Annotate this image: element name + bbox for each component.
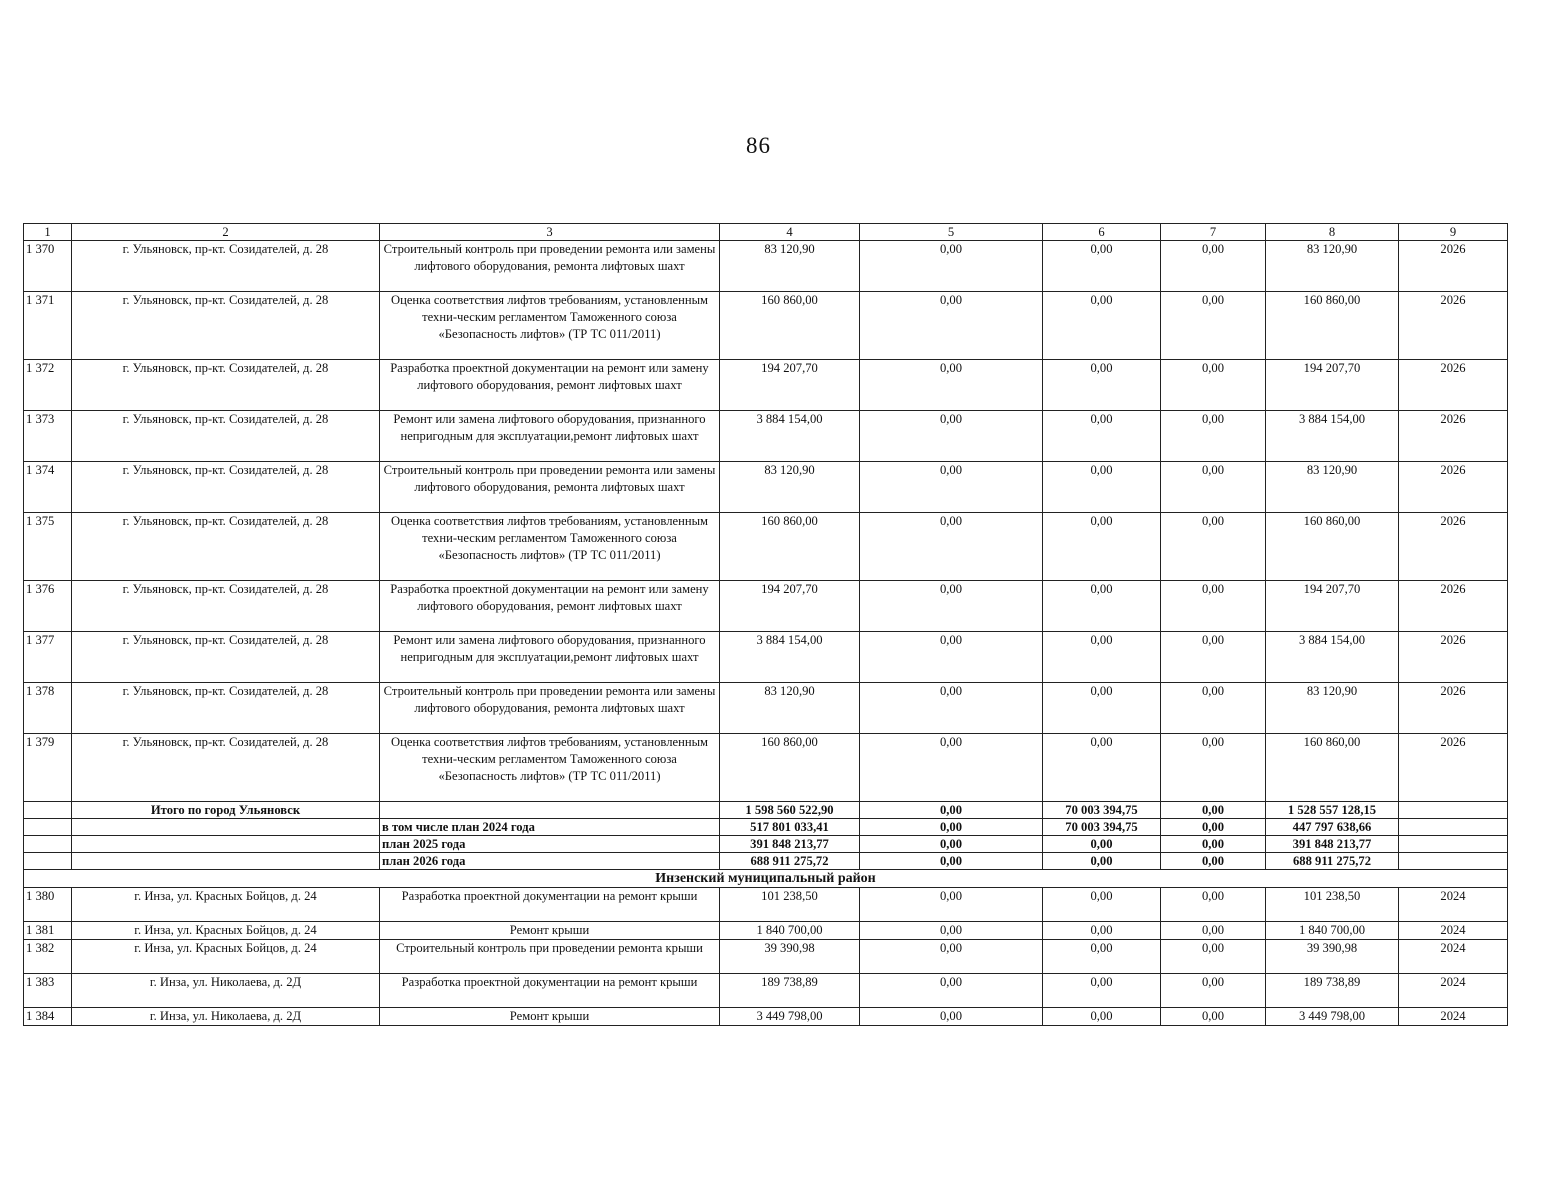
- empty-cell: [24, 836, 72, 853]
- value-col-5: 0,00: [860, 360, 1043, 411]
- value-col-5: 0,00: [860, 1007, 1043, 1025]
- value-col-7: 0,00: [1161, 939, 1266, 973]
- value-col-5: 0,00: [860, 513, 1043, 581]
- address-cell: г. Ульяновск, пр-кт. Созидателей, д. 28: [72, 581, 380, 632]
- address-cell: г. Ульяновск, пр-кт. Созидателей, д. 28: [72, 241, 380, 292]
- table-row: [24, 581, 1508, 632]
- total-col-4: 688 911 275,72: [720, 853, 860, 870]
- value-col-6: 0,00: [1043, 581, 1161, 632]
- value-col-5: 0,00: [860, 632, 1043, 683]
- value-col-5: 0,00: [860, 411, 1043, 462]
- total-col-7: 0,00: [1161, 802, 1266, 819]
- value-col-8: 101 238,50: [1266, 888, 1399, 922]
- total-row: [24, 836, 1508, 853]
- address-cell: г. Ульяновск, пр-кт. Созидателей, д. 28: [72, 632, 380, 683]
- row-number: 1 384: [24, 1007, 72, 1025]
- row-number: 1 370: [24, 241, 72, 292]
- table-row: [24, 462, 1508, 513]
- value-col-5: 0,00: [860, 973, 1043, 1007]
- value-col-4: 160 860,00: [720, 292, 860, 360]
- value-col-7: 0,00: [1161, 581, 1266, 632]
- address-cell: г. Ульяновск, пр-кт. Созидателей, д. 28: [72, 513, 380, 581]
- work-type-cell: Строительный контроль при проведении ремонта крыши: [380, 939, 720, 973]
- value-col-7: 0,00: [1161, 411, 1266, 462]
- value-col-7: 0,00: [1161, 922, 1266, 940]
- work-type-cell: Разработка проектной документации на ремонт или замену лифтового оборудования, ремонт лифтовых шахт: [380, 581, 720, 632]
- value-col-5: 0,00: [860, 292, 1043, 360]
- empty-cell: [1399, 802, 1508, 819]
- row-number: 1 376: [24, 581, 72, 632]
- value-col-6: 0,00: [1043, 411, 1161, 462]
- total-col-5: 0,00: [860, 802, 1043, 819]
- table-row: [24, 683, 1508, 734]
- table-row: [24, 292, 1508, 360]
- total-col-4: 391 848 213,77: [720, 836, 860, 853]
- total-col-6: 0,00: [1043, 853, 1161, 870]
- address-cell: г. Инза, ул. Красных Бойцов, д. 24: [72, 922, 380, 940]
- column-header-9: 9: [1399, 224, 1508, 241]
- address-cell: г. Ульяновск, пр-кт. Созидателей, д. 28: [72, 462, 380, 513]
- total-row: [24, 853, 1508, 870]
- year-cell: 2026: [1399, 462, 1508, 513]
- work-type-cell: Строительный контроль при проведении ремонта или замены лифтового оборудования, ремонта лифтовых шахт: [380, 683, 720, 734]
- total-col-8: 447 797 638,66: [1266, 819, 1399, 836]
- address-cell: г. Ульяновск, пр-кт. Созидателей, д. 28: [72, 734, 380, 802]
- value-col-8: 3 884 154,00: [1266, 632, 1399, 683]
- plan-label: план 2026 года: [380, 853, 720, 870]
- value-col-8: 83 120,90: [1266, 683, 1399, 734]
- address-cell: г. Инза, ул. Николаева, д. 2Д: [72, 1007, 380, 1025]
- value-col-4: 189 738,89: [720, 973, 860, 1007]
- row-number: 1 383: [24, 973, 72, 1007]
- table-row: [24, 632, 1508, 683]
- total-col-7: 0,00: [1161, 819, 1266, 836]
- value-col-8: 189 738,89: [1266, 973, 1399, 1007]
- value-col-6: 0,00: [1043, 683, 1161, 734]
- address-cell: г. Инза, ул. Николаева, д. 2Д: [72, 973, 380, 1007]
- value-col-7: 0,00: [1161, 513, 1266, 581]
- value-col-6: 0,00: [1043, 241, 1161, 292]
- value-col-6: 0,00: [1043, 292, 1161, 360]
- column-header-7: 7: [1161, 224, 1266, 241]
- row-number: 1 381: [24, 922, 72, 940]
- plan-label: в том числе план 2024 года: [380, 819, 720, 836]
- row-number: 1 371: [24, 292, 72, 360]
- year-cell: 2026: [1399, 241, 1508, 292]
- table-row: [24, 1007, 1508, 1025]
- value-col-6: 0,00: [1043, 888, 1161, 922]
- column-header-5: 5: [860, 224, 1043, 241]
- value-col-6: 0,00: [1043, 973, 1161, 1007]
- header-row: [24, 224, 1508, 241]
- address-cell: г. Инза, ул. Красных Бойцов, д. 24: [72, 939, 380, 973]
- value-col-6: 0,00: [1043, 1007, 1161, 1025]
- empty-cell: [24, 853, 72, 870]
- value-col-4: 39 390,98: [720, 939, 860, 973]
- total-col-4: 517 801 033,41: [720, 819, 860, 836]
- value-col-6: 0,00: [1043, 734, 1161, 802]
- register-table: [23, 223, 1508, 1026]
- total-col-8: 1 528 557 128,15: [1266, 802, 1399, 819]
- value-col-8: 160 860,00: [1266, 734, 1399, 802]
- value-col-8: 160 860,00: [1266, 513, 1399, 581]
- total-label: Итого по город Ульяновск: [72, 802, 380, 819]
- value-col-8: 83 120,90: [1266, 241, 1399, 292]
- row-number: 1 372: [24, 360, 72, 411]
- work-type-cell: Ремонт или замена лифтового оборудования, признанного непригодным для эксплуатации,ремонт лифтовых шахт: [380, 411, 720, 462]
- column-header-6: 6: [1043, 224, 1161, 241]
- page-number: 86: [746, 133, 771, 158]
- year-cell: 2026: [1399, 683, 1508, 734]
- address-cell: г. Ульяновск, пр-кт. Созидателей, д. 28: [72, 360, 380, 411]
- value-col-5: 0,00: [860, 922, 1043, 940]
- total-col-5: 0,00: [860, 819, 1043, 836]
- total-col-7: 0,00: [1161, 853, 1266, 870]
- year-cell: 2024: [1399, 888, 1508, 922]
- value-col-4: 3 884 154,00: [720, 632, 860, 683]
- table-row: [24, 973, 1508, 1007]
- row-number: 1 382: [24, 939, 72, 973]
- row-number: 1 380: [24, 888, 72, 922]
- value-col-6: 0,00: [1043, 632, 1161, 683]
- value-col-7: 0,00: [1161, 462, 1266, 513]
- value-col-4: 83 120,90: [720, 683, 860, 734]
- value-col-5: 0,00: [860, 683, 1043, 734]
- value-col-6: 0,00: [1043, 462, 1161, 513]
- work-type-cell: Разработка проектной документации на ремонт крыши: [380, 973, 720, 1007]
- work-type-cell: Ремонт крыши: [380, 1007, 720, 1025]
- empty-cell: [24, 819, 72, 836]
- table-row: [24, 241, 1508, 292]
- total-col-8: 391 848 213,77: [1266, 836, 1399, 853]
- value-col-7: 0,00: [1161, 632, 1266, 683]
- year-cell: 2026: [1399, 360, 1508, 411]
- plan-label: [380, 802, 720, 819]
- value-col-8: 3 884 154,00: [1266, 411, 1399, 462]
- value-col-8: 194 207,70: [1266, 360, 1399, 411]
- year-cell: 2024: [1399, 1007, 1508, 1025]
- year-cell: 2026: [1399, 734, 1508, 802]
- empty-cell: [1399, 853, 1508, 870]
- row-number: 1 377: [24, 632, 72, 683]
- value-col-6: 0,00: [1043, 939, 1161, 973]
- value-col-7: 0,00: [1161, 888, 1266, 922]
- value-col-7: 0,00: [1161, 1007, 1266, 1025]
- year-cell: 2026: [1399, 292, 1508, 360]
- year-cell: 2026: [1399, 513, 1508, 581]
- value-col-8: 194 207,70: [1266, 581, 1399, 632]
- work-type-cell: Ремонт или замена лифтового оборудования, признанного непригодным для эксплуатации,ремонт лифтовых шахт: [380, 632, 720, 683]
- value-col-8: 1 840 700,00: [1266, 922, 1399, 940]
- row-number: 1 373: [24, 411, 72, 462]
- year-cell: 2026: [1399, 632, 1508, 683]
- table-row: [24, 411, 1508, 462]
- value-col-4: 101 238,50: [720, 888, 860, 922]
- total-col-5: 0,00: [860, 853, 1043, 870]
- work-type-cell: Оценка соответствия лифтов требованиям, установленным техни-ческим регламентом Таможенного союза «Безопасность лифтов» (ТР ТС 011/2011): [380, 513, 720, 581]
- total-col-6: 70 003 394,75: [1043, 819, 1161, 836]
- value-col-7: 0,00: [1161, 683, 1266, 734]
- section-heading-row: [24, 870, 1508, 888]
- value-col-5: 0,00: [860, 734, 1043, 802]
- year-cell: 2026: [1399, 411, 1508, 462]
- value-col-4: 160 860,00: [720, 734, 860, 802]
- value-col-4: 3 884 154,00: [720, 411, 860, 462]
- value-col-7: 0,00: [1161, 734, 1266, 802]
- year-cell: 2024: [1399, 939, 1508, 973]
- address-cell: г. Ульяновск, пр-кт. Созидателей, д. 28: [72, 411, 380, 462]
- work-type-cell: Строительный контроль при проведении ремонта или замены лифтового оборудования, ремонта лифтовых шахт: [380, 241, 720, 292]
- empty-cell: [24, 802, 72, 819]
- empty-cell: [1399, 819, 1508, 836]
- total-col-5: 0,00: [860, 836, 1043, 853]
- value-col-8: 39 390,98: [1266, 939, 1399, 973]
- work-type-cell: Ремонт крыши: [380, 922, 720, 940]
- value-col-7: 0,00: [1161, 973, 1266, 1007]
- total-col-7: 0,00: [1161, 836, 1266, 853]
- value-col-5: 0,00: [860, 939, 1043, 973]
- work-type-cell: Оценка соответствия лифтов требованиям, установленным техни-ческим регламентом Таможенного союза «Безопасность лифтов» (ТР ТС 011/2011): [380, 734, 720, 802]
- column-header-1: 1: [24, 224, 72, 241]
- value-col-6: 0,00: [1043, 360, 1161, 411]
- total-col-6: 70 003 394,75: [1043, 802, 1161, 819]
- value-col-4: 194 207,70: [720, 360, 860, 411]
- value-col-5: 0,00: [860, 581, 1043, 632]
- value-col-5: 0,00: [860, 888, 1043, 922]
- column-header-8: 8: [1266, 224, 1399, 241]
- total-row: [24, 802, 1508, 819]
- year-cell: 2026: [1399, 581, 1508, 632]
- table-body: [24, 224, 1508, 1026]
- value-col-4: 3 449 798,00: [720, 1007, 860, 1025]
- value-col-7: 0,00: [1161, 241, 1266, 292]
- year-cell: 2024: [1399, 973, 1508, 1007]
- row-number: 1 378: [24, 683, 72, 734]
- address-cell: г. Ульяновск, пр-кт. Созидателей, д. 28: [72, 683, 380, 734]
- total-label: [72, 819, 380, 836]
- column-header-2: 2: [72, 224, 380, 241]
- value-col-6: 0,00: [1043, 922, 1161, 940]
- total-row: [24, 819, 1508, 836]
- value-col-8: 160 860,00: [1266, 292, 1399, 360]
- address-cell: г. Инза, ул. Красных Бойцов, д. 24: [72, 888, 380, 922]
- column-header-3: 3: [380, 224, 720, 241]
- empty-cell: [1399, 836, 1508, 853]
- column-header-4: 4: [720, 224, 860, 241]
- total-col-6: 0,00: [1043, 836, 1161, 853]
- value-col-4: 194 207,70: [720, 581, 860, 632]
- plan-label: план 2025 года: [380, 836, 720, 853]
- table-row: [24, 360, 1508, 411]
- row-number: 1 379: [24, 734, 72, 802]
- address-cell: г. Ульяновск, пр-кт. Созидателей, д. 28: [72, 292, 380, 360]
- work-type-cell: Разработка проектной документации на ремонт крыши: [380, 888, 720, 922]
- table-row: [24, 922, 1508, 940]
- work-type-cell: Разработка проектной документации на ремонт или замену лифтового оборудования, ремонт лифтовых шахт: [380, 360, 720, 411]
- total-label: [72, 836, 380, 853]
- year-cell: 2024: [1399, 922, 1508, 940]
- table-row: [24, 734, 1508, 802]
- row-number: 1 375: [24, 513, 72, 581]
- value-col-5: 0,00: [860, 462, 1043, 513]
- value-col-6: 0,00: [1043, 513, 1161, 581]
- table-row: [24, 888, 1508, 922]
- table-row: [24, 939, 1508, 973]
- value-col-4: 83 120,90: [720, 241, 860, 292]
- total-col-4: 1 598 560 522,90: [720, 802, 860, 819]
- value-col-4: 83 120,90: [720, 462, 860, 513]
- value-col-8: 83 120,90: [1266, 462, 1399, 513]
- value-col-7: 0,00: [1161, 292, 1266, 360]
- value-col-4: 160 860,00: [720, 513, 860, 581]
- value-col-5: 0,00: [860, 241, 1043, 292]
- row-number: 1 374: [24, 462, 72, 513]
- value-col-4: 1 840 700,00: [720, 922, 860, 940]
- work-type-cell: Строительный контроль при проведении ремонта или замены лифтового оборудования, ремонта лифтовых шахт: [380, 462, 720, 513]
- total-col-8: 688 911 275,72: [1266, 853, 1399, 870]
- value-col-8: 3 449 798,00: [1266, 1007, 1399, 1025]
- section-title: Инзенский муниципальный район: [24, 870, 1508, 888]
- total-label: [72, 853, 380, 870]
- table-row: [24, 513, 1508, 581]
- value-col-7: 0,00: [1161, 360, 1266, 411]
- work-type-cell: Оценка соответствия лифтов требованиям, установленным техни-ческим регламентом Таможенного союза «Безопасность лифтов» (ТР ТС 011/2011): [380, 292, 720, 360]
